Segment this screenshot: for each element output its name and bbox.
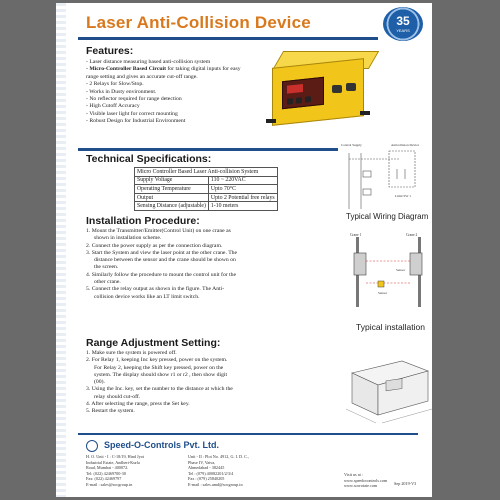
address-line: Road, Mumbai - 400072. (86, 465, 129, 471)
title-underline (78, 37, 378, 40)
installation-diagram (344, 231, 430, 311)
address-line: Phase IV, Vatva, (188, 459, 216, 465)
diagram-background (339, 139, 421, 213)
address-right (188, 454, 249, 488)
installation-caption: Typical installation (356, 322, 425, 332)
drawing-panel (386, 379, 402, 391)
cable-gland (332, 85, 342, 93)
installation-step: 2. Connect the power supply as per the connection diagram. (86, 242, 223, 249)
visit-line: Visit us at : (344, 472, 363, 477)
address-line: Tel : (079) 40082201/2/3/4 (188, 470, 234, 476)
feature-text: - 2 Relays for Slow/Stop. (86, 81, 144, 88)
specs-heading: Technical Specifications: (86, 153, 212, 165)
table-row (135, 202, 278, 211)
range-steps (86, 350, 236, 416)
address-left (86, 454, 144, 488)
section-rule (78, 148, 338, 151)
spec-value: Upto 2 Potential free relays (208, 193, 277, 202)
table-row (135, 176, 278, 185)
installation-steps (86, 228, 238, 301)
address-line: Fax: (022) 42469797 (86, 476, 122, 482)
display-window (287, 84, 303, 94)
mounting-foot (360, 111, 370, 115)
address-line: H. O. Unit - I : C-18/19, Hind Jyot (86, 454, 145, 459)
visit-block (344, 472, 387, 489)
control-panel (282, 77, 324, 109)
address-line: E-mail : sales.amd@socgroup.in (188, 481, 243, 487)
visit-line: www.socrotaie.com (344, 483, 378, 489)
badge-number: 35 (396, 14, 410, 28)
installation-label: Sensor (396, 268, 406, 272)
feature-text: - Visible laser light for correct mounting (86, 110, 178, 117)
spec-name: Operating Temperature (135, 185, 209, 194)
feature-bold: - Micro-Controller Based Circuit (86, 66, 166, 73)
spec-name: Output (135, 193, 209, 202)
address-line: Tel: (022) 42469700-30 (86, 470, 126, 476)
spec-name: Supply Voltage (135, 176, 209, 185)
visit-line: www.speedocontrols.com (344, 477, 388, 483)
wiring-caption: Typical Wiring Diagram (346, 212, 429, 221)
revision-date: Sep 2019-V3 (394, 481, 417, 486)
feature-text: - Works in Dusty environment. (86, 88, 157, 95)
features-heading: Features: (86, 45, 134, 57)
installation-label: Crane 1 (350, 233, 362, 237)
spec-value: 110 ~ 220VAC (208, 176, 277, 185)
range-step: 1. Make sure the system is powered off. (86, 350, 177, 356)
feature-item (86, 118, 246, 125)
spec-name: Sensing Distance (adjustable) (135, 202, 209, 211)
feature-text: - Robust Design for Industrial Environment (86, 118, 186, 125)
key-button (287, 98, 293, 105)
feature-text: - High Cutoff Accuracy (86, 103, 140, 110)
table-row (135, 168, 278, 177)
anniversary-badge (383, 7, 423, 41)
address-line: Fax : (079) 25840205 (188, 476, 225, 482)
range-step: 5. Restart the system. (86, 408, 135, 415)
installation-label: Sensor (378, 291, 388, 295)
address-line: Unit - II : Plot No. 4912, G. I. D. C., (188, 454, 250, 459)
enclosure-drawing (342, 353, 432, 427)
feature-text: - No reflector required for range detection (86, 96, 182, 103)
feature-text: - Laser distance measuring based anti-collision system (86, 59, 211, 65)
spec-value: 1-10 meters (208, 202, 277, 211)
key-button (296, 97, 302, 104)
wiring-label: Anticollision Device (391, 143, 420, 147)
wiring-label: Control Supply (341, 143, 362, 147)
datasheet-page (56, 3, 432, 497)
company-logo-icon (86, 440, 98, 452)
footer-rule (78, 433, 418, 435)
feature-item (86, 66, 246, 81)
table-row (135, 185, 278, 194)
range-step: 4. After selecting the range, press the Set key. (86, 401, 190, 408)
cable-gland (346, 83, 356, 91)
table-row (135, 193, 278, 202)
company-name: Speed-O-Controls Pvt. Ltd. (104, 440, 220, 450)
installation-step: 3. Start the System and view the laser point at the other crane. The distance between the sensor and the crane should be shown on the screen. (86, 249, 238, 271)
address-line: E-mail : sales@socgroup.in (86, 481, 133, 487)
feature-item (86, 89, 246, 96)
spec-value: Upto 70°C (208, 185, 277, 194)
features-list (86, 59, 246, 126)
specs-table (134, 167, 278, 211)
range-step: 2. For Relay 1, keeping Inc key pressed, power on the system. For Relay 2, keeping the Shift key pressed, power on the system. The display should show r1 or r2 , then show digit (00). (86, 357, 228, 386)
range-step: 3. Using the Inc. key, set the number to the distance at which the relay should cut-off. (86, 386, 233, 400)
address-line: Ahmedabad - 382445 (188, 465, 225, 471)
mounting-foot (266, 119, 276, 123)
range-heading: Range Adjustment Setting: (86, 337, 221, 349)
installation-step: 1. Mount the Transmitter/Emitter(Control Unit) on one crane as shown in installation scheme. (86, 228, 231, 242)
installation-label: Crane 2 (406, 233, 418, 237)
feature-item (86, 81, 246, 88)
address-line: Industrial Estate, Andheri-Kurla (86, 459, 140, 465)
key-button (305, 96, 311, 103)
crane-block (354, 253, 366, 275)
wiring-diagram (339, 139, 421, 213)
feature-item (86, 103, 246, 110)
crane-block (410, 253, 422, 275)
page-title: Laser Anti-Collision Device (86, 13, 311, 32)
wiring-label: Limit SW 1 (395, 194, 411, 198)
table-title: Micro Controller Based Laser Anti-collision System (135, 168, 278, 177)
installation-step: 5. Connect the relay output as shown in the figure. The Anti- collision device works like an LT limit switch. (86, 286, 225, 300)
feature-text: for taking digital inputs for easy range setting and gives an accurate cut-off range. (86, 66, 241, 80)
badge-caption: YEARS (396, 28, 410, 33)
installation-heading: Installation Procedure: (86, 215, 200, 227)
installation-step: 4. Similarly follow the procedure to mount the control unit for the other crane. (86, 271, 237, 286)
product-image (260, 45, 386, 129)
sensor-unit (378, 281, 384, 287)
